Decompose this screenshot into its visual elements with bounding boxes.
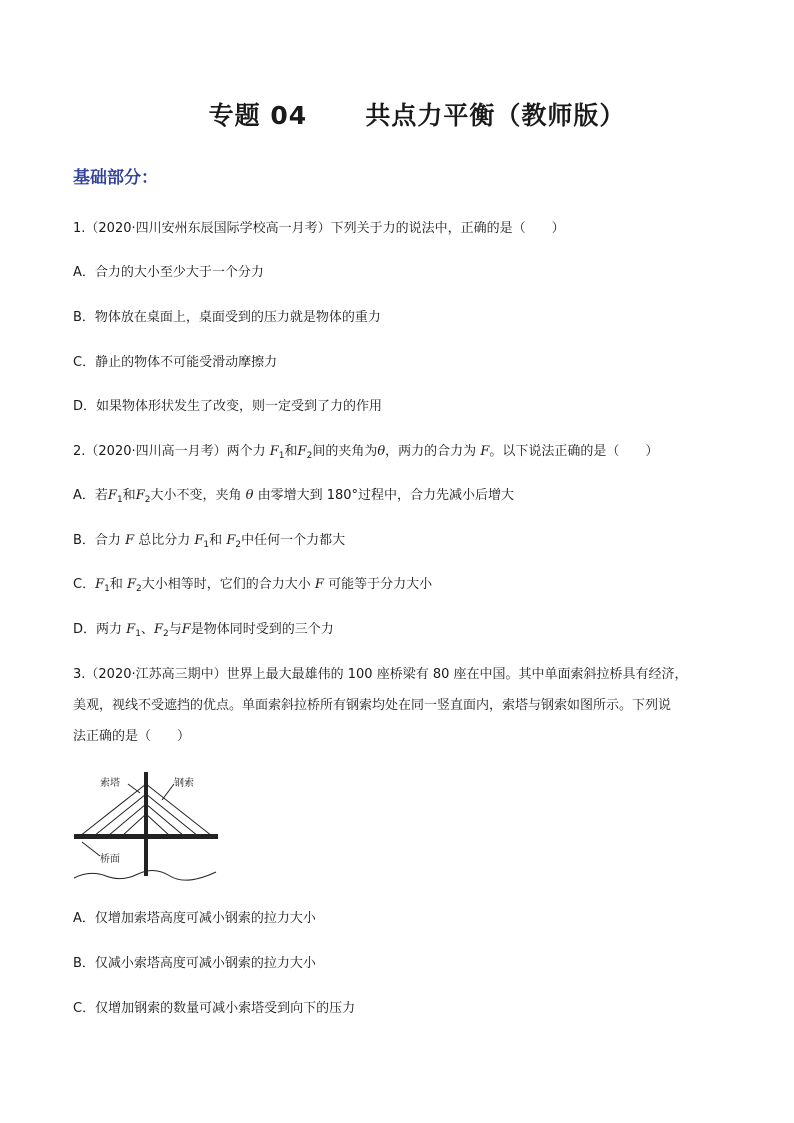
document-title: 专题 04 共点力平衡（教师版） <box>208 101 626 130</box>
q1-option-b: B．物体放在桌面上，桌面受到的压力就是物体的重力 <box>73 310 381 325</box>
label-cable: 钢索 <box>174 778 194 789</box>
q2-option-b: B．合力 F 总比分力 $F_1$和 $F_2$中任何一个力都大 <box>73 533 346 550</box>
cable-stayed-bridge-figure <box>70 766 220 884</box>
q2-option-c: C．$F_1$和 $F_2$大小相等时，它们的合力大小 F 可能等于分力大小 <box>73 577 433 594</box>
q1-stem: 1.（2020·四川安州东辰国际学校高一月考）下列关于力的说法中，正确的是（ ） <box>73 221 565 236</box>
q1-option-a: A．合力的大小至少大于一个分力 <box>73 265 264 280</box>
label-deck: 桥面 <box>100 854 120 865</box>
q3-stem-line-3: 法正确的是（ ） <box>73 729 191 744</box>
label-tower: 索塔 <box>100 778 120 789</box>
q2-option-a: A．若$F_1$和$F_2$大小不变，夹角 θ 由零增大到 180°过程中，合力先减小后增大 <box>73 488 515 505</box>
q3-stem-line-2: 美观，视线不受遮挡的优点。单面索斜拉桥所有钢索均处在同一竖直面内，索塔与钢索如图所示。下列说 <box>73 698 672 713</box>
q3-option-a: A．仅增加索塔高度可减小钢索的拉力大小 <box>73 911 316 926</box>
q3-option-b: B．仅减小索塔高度可减小钢索的拉力大小 <box>73 956 316 971</box>
section-heading: 基础部分： <box>73 168 158 188</box>
q1-option-c: C．静止的物体不可能受滑动摩擦力 <box>73 355 278 370</box>
tower <box>144 772 148 876</box>
q3-option-c: C．仅增加钢索的数量可减小索塔受到向下的压力 <box>73 1001 356 1016</box>
q2-option-d: D．两力 $F_1$、$F_2$与F是物体同时受到的三个力 <box>73 622 334 639</box>
q1-option-d: D．如果物体形状发生了改变，则一定受到了力的作用 <box>73 399 383 414</box>
bridge-deck <box>74 834 218 839</box>
q3-stem-line-1: 3.（2020·江苏高三期中）世界上最大最雄伟的 100 座桥梁有 80 座在中国。其中单面索斜拉桥具有经济， <box>73 667 688 682</box>
q2-stem: 2.（2020·四川高一月考）两个力 $F_1$和$F_2$间的夹角为θ，两力的合力为 F。以下说法正确的是（ ） <box>73 444 659 461</box>
